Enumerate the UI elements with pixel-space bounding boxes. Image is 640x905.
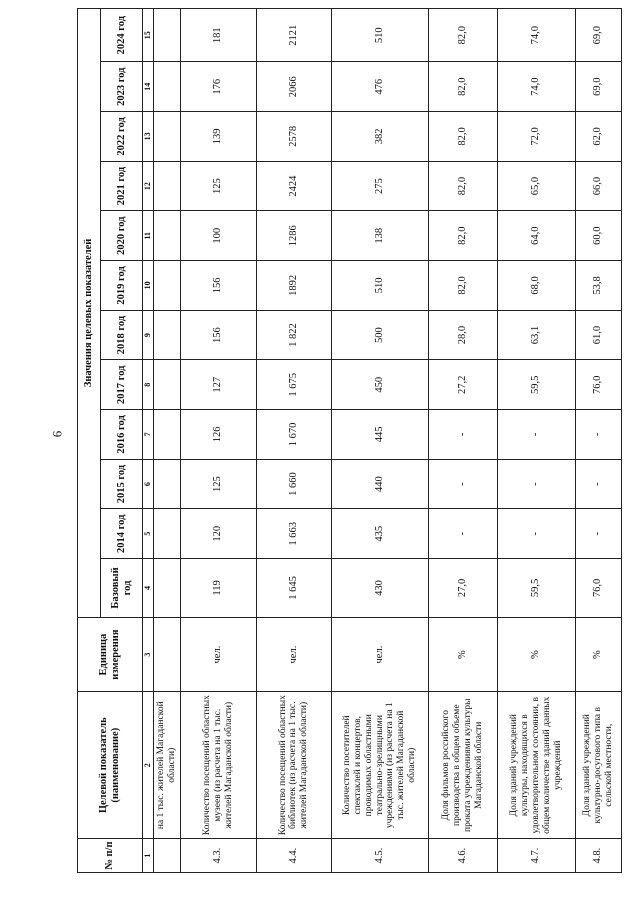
value-cell: 181 bbox=[181, 9, 257, 62]
value-cell: 82,0 bbox=[428, 261, 497, 311]
value-cell: 60,0 bbox=[575, 211, 621, 261]
col-number: 14 bbox=[143, 62, 154, 112]
value-cell: 125 bbox=[181, 161, 257, 211]
value-cell: 82,0 bbox=[428, 112, 497, 162]
table-row bbox=[575, 9, 621, 873]
header-year: 2019 год bbox=[101, 261, 143, 311]
value-cell: - bbox=[428, 410, 497, 460]
unit-cell: % bbox=[428, 617, 497, 692]
value-cell: 2066 bbox=[256, 62, 332, 112]
header-year: 2016 год bbox=[101, 410, 143, 460]
value-cell: 69,0 bbox=[575, 9, 621, 62]
table-row bbox=[256, 9, 332, 873]
value-cell: 65,0 bbox=[498, 161, 576, 211]
col-number: 1 bbox=[143, 839, 154, 873]
indicator-name: Доля фильмов российского производства в общем объеме проката учреждениями культуры Магаданской области bbox=[428, 692, 497, 839]
indicator-name: Количество посещений областных библиотек (из расчета на 1 тыс. жителей Магаданской области) bbox=[256, 692, 332, 839]
col-number: 8 bbox=[143, 360, 154, 410]
header-values-group: Значения целевых показателей bbox=[78, 9, 101, 618]
value-cell: 510 bbox=[332, 9, 429, 62]
value-cell: 100 bbox=[181, 211, 257, 261]
value-cell: 1286 bbox=[256, 211, 332, 261]
value-cell: 445 bbox=[332, 410, 429, 460]
value-cell: - bbox=[498, 509, 576, 559]
col-number: 10 bbox=[143, 261, 154, 311]
value-cell: 61,0 bbox=[575, 310, 621, 360]
value-cell: 82,0 bbox=[428, 62, 497, 112]
col-number: 7 bbox=[143, 410, 154, 460]
value-cell: 139 bbox=[181, 112, 257, 162]
value-cell: 510 bbox=[332, 261, 429, 311]
value-cell: 440 bbox=[332, 459, 429, 509]
value-cell: 76,0 bbox=[575, 360, 621, 410]
value-cell: 59,5 bbox=[498, 559, 576, 618]
row-number: 4.6. bbox=[428, 839, 497, 873]
unit-cell: чел. bbox=[332, 617, 429, 692]
col-number: 15 bbox=[143, 9, 154, 62]
value-cell: 69,0 bbox=[575, 62, 621, 112]
value-cell: 28,0 bbox=[428, 310, 497, 360]
value-cell: 53,8 bbox=[575, 261, 621, 311]
column-numbers-row bbox=[143, 9, 154, 873]
value-cell: 82,0 bbox=[428, 211, 497, 261]
value-cell: 156 bbox=[181, 310, 257, 360]
row-number: 4.5. bbox=[332, 839, 429, 873]
unit-cell: чел. bbox=[256, 617, 332, 692]
value-cell: 1 660 bbox=[256, 459, 332, 509]
unit-cell: чел. bbox=[181, 617, 257, 692]
header-year: 2023 год bbox=[101, 62, 143, 112]
value-cell: 66,0 bbox=[575, 161, 621, 211]
header-year: 2015 год bbox=[101, 459, 143, 509]
value-cell: 156 bbox=[181, 261, 257, 311]
value-cell: 27,0 bbox=[428, 559, 497, 618]
row-number: 4.3. bbox=[181, 839, 257, 873]
value-cell: 1 663 bbox=[256, 509, 332, 559]
value-cell: - bbox=[575, 509, 621, 559]
unit-cell: % bbox=[575, 617, 621, 692]
col-number: 9 bbox=[143, 310, 154, 360]
value-cell: - bbox=[498, 410, 576, 460]
value-cell: - bbox=[428, 459, 497, 509]
header-year: 2020 год bbox=[101, 211, 143, 261]
header-year: 2024 год bbox=[101, 9, 143, 62]
col-number: 2 bbox=[143, 692, 154, 839]
value-cell: 2424 bbox=[256, 161, 332, 211]
indicator-name: Количество посетителей спектаклей и концертов, проводимых областными театрально-зрелищными учреждениями (из расчета на 1 тыс. жителей Магаданской области) bbox=[332, 692, 429, 839]
col-number: 13 bbox=[143, 112, 154, 162]
value-cell: 120 bbox=[181, 509, 257, 559]
value-cell: 74,0 bbox=[498, 9, 576, 62]
value-cell: 500 bbox=[332, 310, 429, 360]
value-cell: 275 bbox=[332, 161, 429, 211]
value-cell: 64,0 bbox=[498, 211, 576, 261]
value-cell: - bbox=[498, 459, 576, 509]
value-cell: 72,0 bbox=[498, 112, 576, 162]
col-number: 12 bbox=[143, 161, 154, 211]
value-cell: 1892 bbox=[256, 261, 332, 311]
value-cell: 1 675 bbox=[256, 360, 332, 410]
value-cell: 1 822 bbox=[256, 310, 332, 360]
col-number: 6 bbox=[143, 459, 154, 509]
header-year: 2018 год bbox=[101, 310, 143, 360]
value-cell: 63,1 bbox=[498, 310, 576, 360]
table-row-continuation bbox=[153, 9, 180, 873]
value-cell: 430 bbox=[332, 559, 429, 618]
header-year: 2017 год bbox=[101, 360, 143, 410]
value-cell: - bbox=[575, 459, 621, 509]
indicator-name: Доля зданий учреждений культуры, находящихся в удовлетворительном состоянии, в общем количестве зданий данных учреждений bbox=[498, 692, 576, 839]
row-number: 4.4. bbox=[256, 839, 332, 873]
value-cell: 27,2 bbox=[428, 360, 497, 410]
value-cell: 125 bbox=[181, 459, 257, 509]
value-cell: 119 bbox=[181, 559, 257, 618]
col-number: 11 bbox=[143, 211, 154, 261]
value-cell: 2578 bbox=[256, 112, 332, 162]
value-cell: 76,0 bbox=[575, 559, 621, 618]
value-cell: 82,0 bbox=[428, 161, 497, 211]
col-number: 4 bbox=[143, 559, 154, 618]
value-cell: 127 bbox=[181, 360, 257, 410]
header-base-year: Базовый год bbox=[101, 559, 143, 618]
header-name: Целевой показатель (наименование) bbox=[78, 692, 143, 839]
header-year: 2014 год bbox=[101, 509, 143, 559]
value-cell: 82,0 bbox=[428, 9, 497, 62]
unit-cell: % bbox=[498, 617, 576, 692]
row-number: 4.8. bbox=[575, 839, 621, 873]
value-cell: - bbox=[575, 410, 621, 460]
table-row bbox=[498, 9, 576, 873]
value-cell: 1 645 bbox=[256, 559, 332, 618]
indicator-name: Количество посещений областных музеев (из расчета на 1 тыс. жителей Магаданской области) bbox=[181, 692, 257, 839]
value-cell: 59,5 bbox=[498, 360, 576, 410]
table-row bbox=[181, 9, 257, 873]
header-num: № п/п bbox=[78, 839, 143, 873]
page-number: 6 bbox=[49, 430, 65, 438]
value-cell: 126 bbox=[181, 410, 257, 460]
table-row bbox=[332, 9, 429, 873]
target-indicators-table bbox=[77, 8, 622, 873]
value-cell: 450 bbox=[332, 360, 429, 410]
col-number: 5 bbox=[143, 509, 154, 559]
value-cell: 68,0 bbox=[498, 261, 576, 311]
value-cell: 2121 bbox=[256, 9, 332, 62]
value-cell: 382 bbox=[332, 112, 429, 162]
value-cell: 74,0 bbox=[498, 62, 576, 112]
indicator-name: Доля зданий учреждений культурно-досугового типа в сельской местности, bbox=[575, 692, 621, 839]
header-year: 2021 год bbox=[101, 161, 143, 211]
table-row bbox=[428, 9, 497, 873]
header-year: 2022 год bbox=[101, 112, 143, 162]
value-cell: 138 bbox=[332, 211, 429, 261]
value-cell: 62,0 bbox=[575, 112, 621, 162]
col-number: 3 bbox=[143, 617, 154, 692]
row-number: 4.7. bbox=[498, 839, 576, 873]
value-cell: - bbox=[428, 509, 497, 559]
value-cell: 176 bbox=[181, 62, 257, 112]
continuation-text: на 1 тыс. жителей Магаданской области) bbox=[153, 692, 180, 839]
header-unit: Единица измерения bbox=[78, 617, 143, 692]
rotated-table-wrapper bbox=[77, 8, 622, 873]
value-cell: 435 bbox=[332, 509, 429, 559]
value-cell: 476 bbox=[332, 62, 429, 112]
value-cell: 1 670 bbox=[256, 410, 332, 460]
